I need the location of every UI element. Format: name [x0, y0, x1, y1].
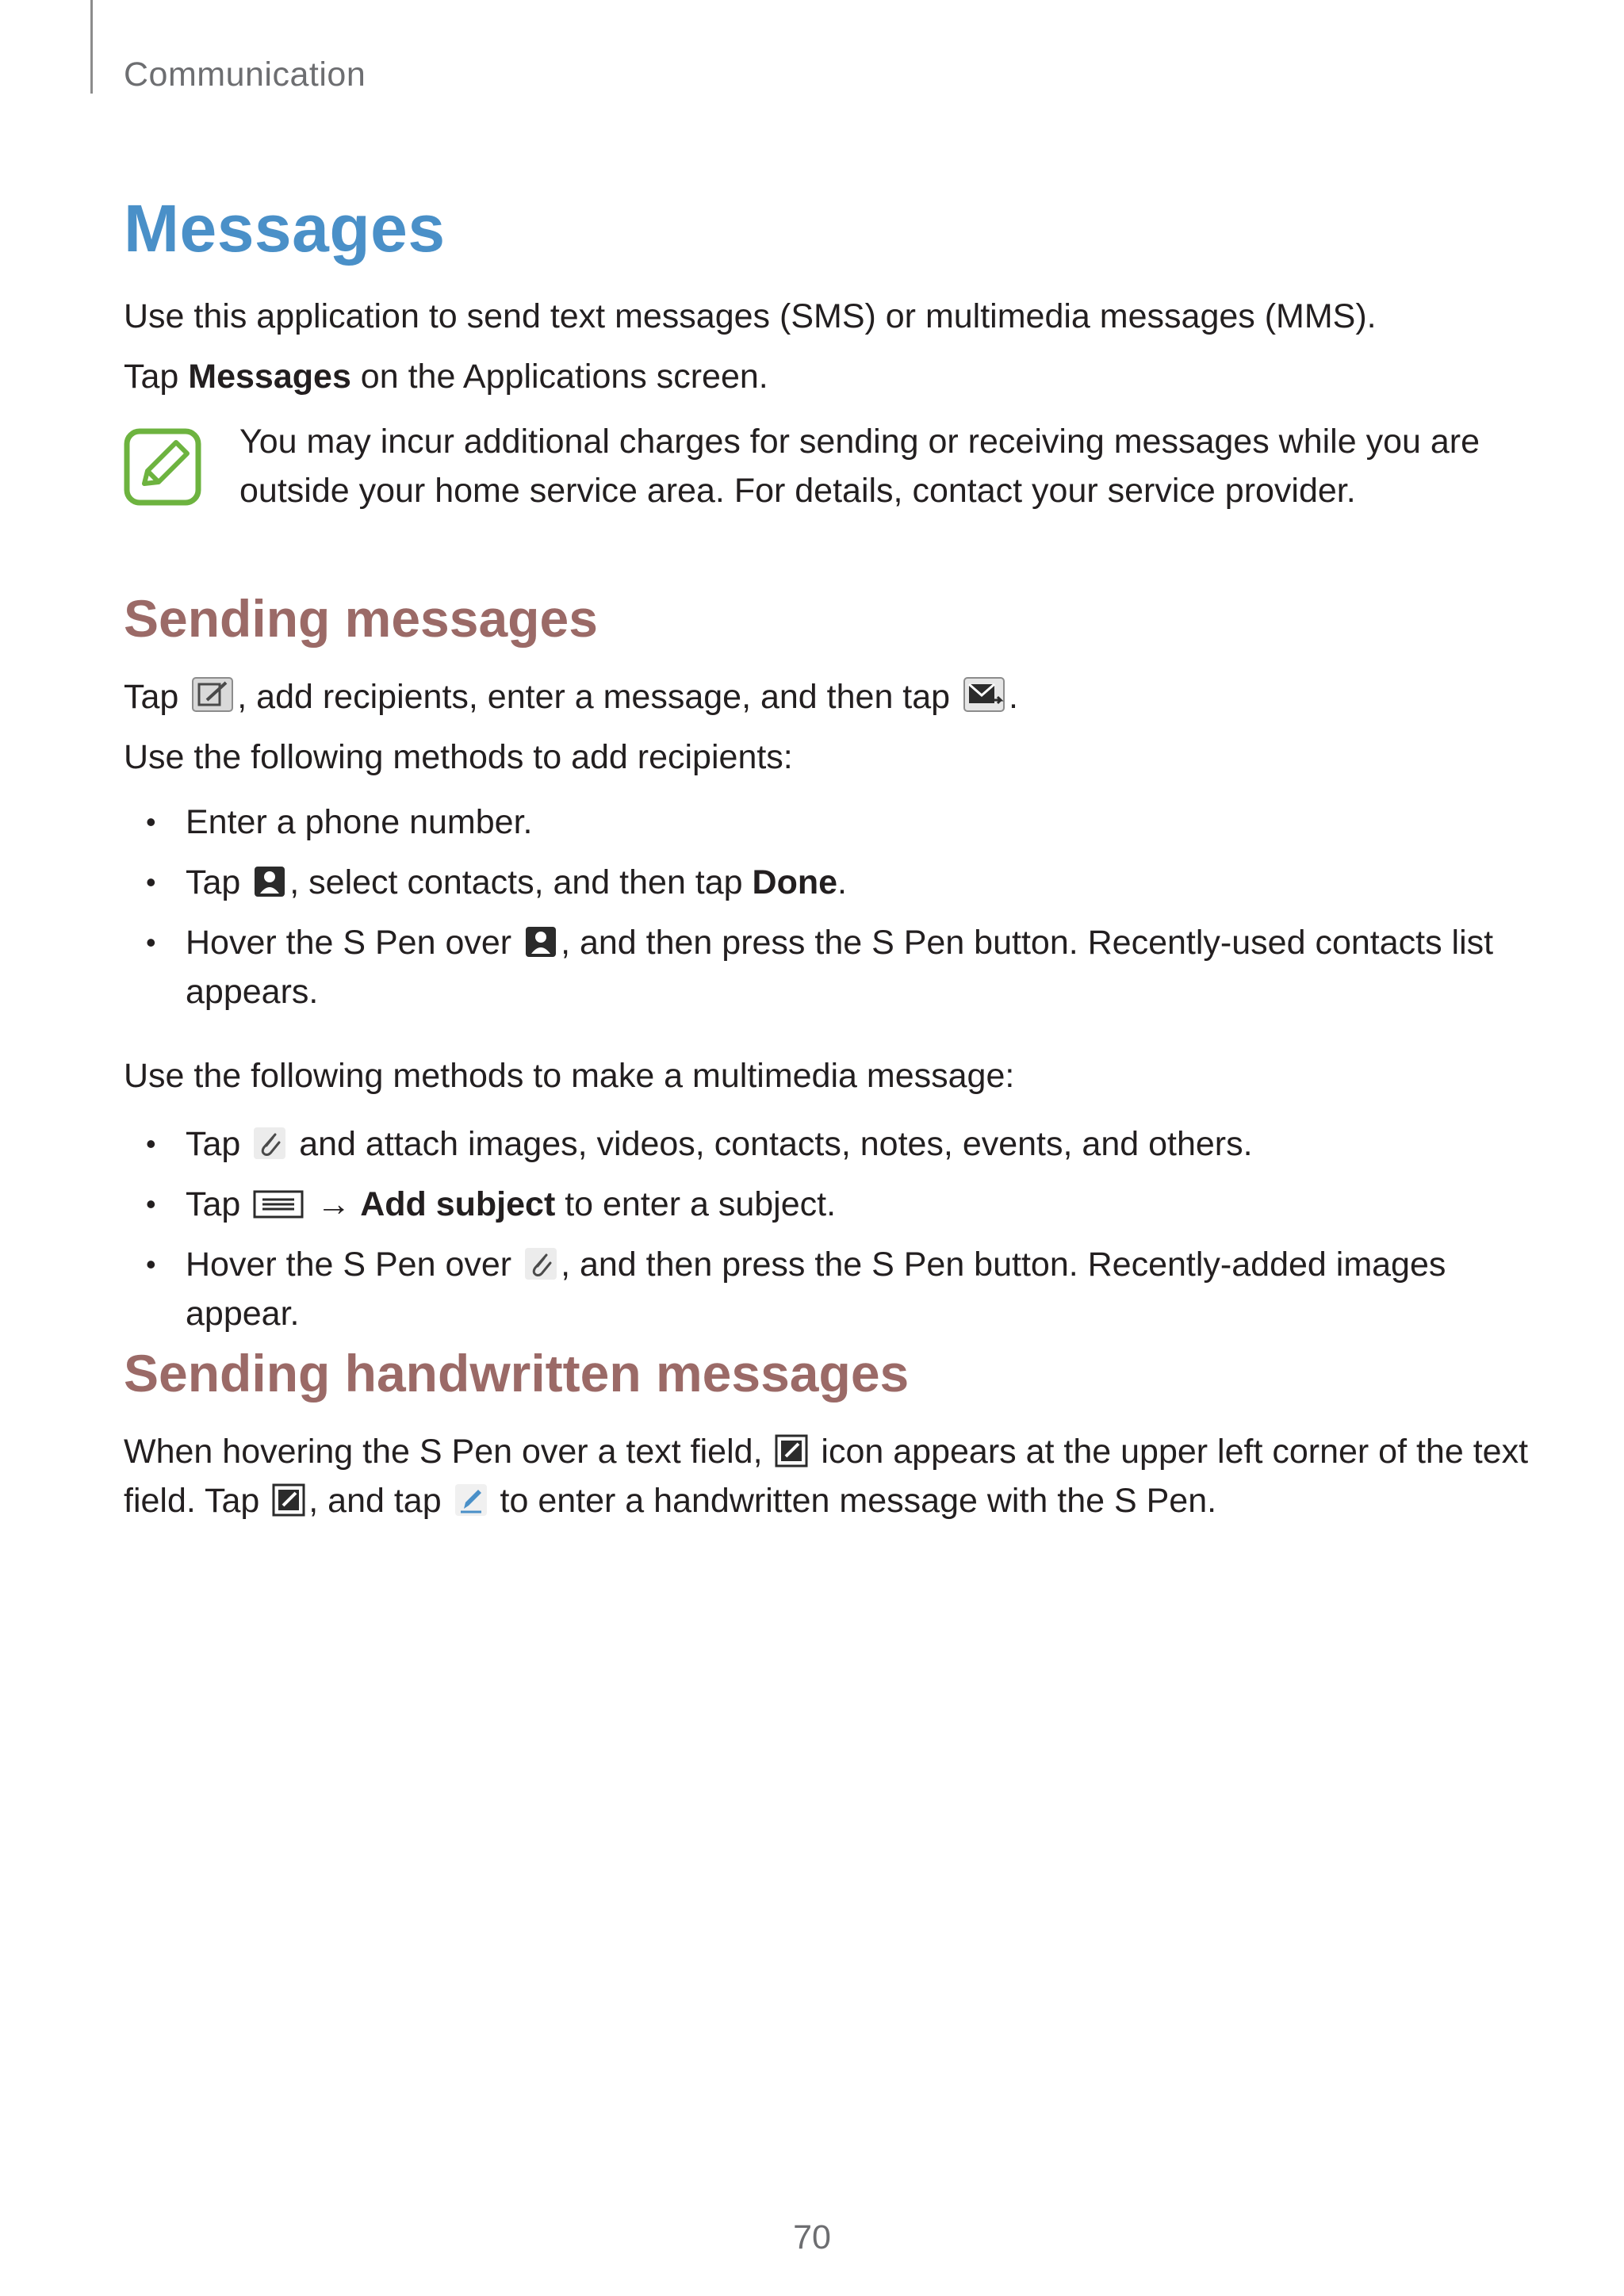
sending-line-3: Use the following methods to make a multimedia message: — [124, 1057, 1015, 1095]
list-item: • Tap → Add subject to enter a subject. — [124, 1180, 1519, 1229]
list-item: • Hover the S Pen over , and then press the S Pen button. Recently-added images appear. — [124, 1240, 1519, 1338]
compose-icon — [191, 676, 234, 713]
bullet-dot: • — [146, 1188, 156, 1220]
send-icon — [963, 676, 1005, 713]
list-item: • Tap , select contacts, and then tap Done. — [124, 858, 1519, 907]
section-title-sending: Sending messages — [124, 589, 598, 648]
handwriting-icon — [272, 1483, 305, 1517]
paperclip-icon — [253, 1127, 286, 1160]
list-item: • Enter a phone number. — [124, 798, 1519, 847]
list-item: • Hover the S Pen over , and then press the S Pen button. Recently-used contacts list appears. — [124, 918, 1519, 1016]
contacts-icon — [524, 925, 557, 959]
intro-line-1: Use this application to send text messages (SMS) or multimedia messages (MMS). — [124, 297, 1377, 335]
running-head: Communication — [124, 55, 366, 94]
bullet-dot: • — [146, 926, 156, 959]
handwriting-icon — [775, 1434, 808, 1468]
note-pen-icon — [124, 428, 201, 506]
bullet-dot: • — [146, 866, 156, 898]
bullet-dot: • — [146, 1248, 156, 1280]
sending-line-1: Tap , add recipients, enter a message, and then tap . — [124, 678, 1018, 716]
bullet-dot: • — [146, 1127, 156, 1160]
handwritten-line-2: field. Tap , and tap to enter a handwritten message with the S Pen. — [124, 1482, 1217, 1520]
page-number: 70 — [793, 2218, 831, 2256]
handwritten-line-1: When hovering the S Pen over a text field, icon appears at the upper left corner of the text — [124, 1433, 1529, 1471]
header-rule — [90, 0, 93, 94]
note-text: You may incur additional charges for sending or receiving messages while you are outside your home service area. For details, contact your service provider. — [239, 423, 1480, 510]
paperclip-icon — [524, 1247, 557, 1280]
contacts-icon — [253, 865, 286, 898]
pen-icon — [454, 1483, 488, 1517]
list-item: • Tap and attach images, videos, contacts, notes, events, and others. — [124, 1119, 1519, 1169]
page-title: Messages — [124, 191, 446, 266]
messages-app-name: Messages — [188, 358, 351, 396]
section-title-handwritten: Sending handwritten messages — [124, 1344, 910, 1402]
menu-icon — [253, 1188, 304, 1220]
intro-line-2: Tap Messages on the Applications screen. — [124, 358, 768, 396]
bullet-dot: • — [146, 806, 156, 838]
sending-line-2: Use the following methods to add recipients: — [124, 738, 793, 776]
